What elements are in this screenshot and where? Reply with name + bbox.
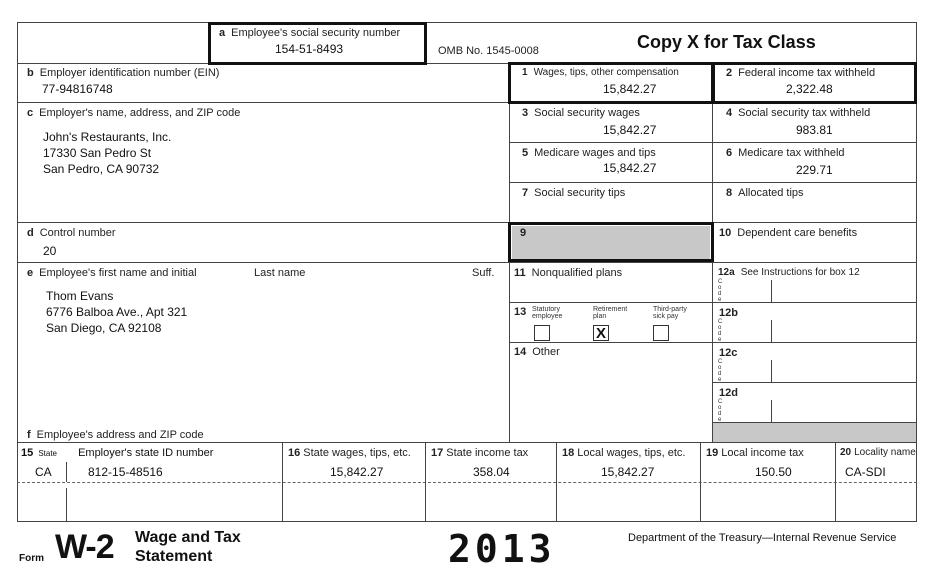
box12c-code-label: C o d e: [718, 359, 723, 383]
box12d-shade: [713, 423, 916, 442]
employer-line-1: John's Restaurants, Inc.: [43, 130, 172, 144]
box4-label: 4 Social security tax withheld: [726, 107, 871, 119]
employee-name-label: e Employee's first name and initial: [27, 267, 197, 279]
retirement-plan-checkbox[interactable]: X: [593, 325, 609, 341]
employee-line-3: San Diego, CA 92108: [46, 321, 162, 335]
department-text: Department of the Treasury—Internal Revenue Service: [628, 532, 897, 544]
third-party-sick-pay-checkbox[interactable]: [653, 325, 669, 341]
employee-last-name-label: Last name: [254, 267, 306, 279]
box14-label: 14 Other: [514, 346, 560, 358]
ein-label: b Employer identification number (EIN): [27, 67, 220, 79]
ssn-value: 154-51-8493: [275, 42, 344, 56]
box11-label: 11 Nonqualified plans: [514, 267, 623, 279]
tax-year: 2013: [448, 527, 556, 571]
box12d-code-label: C o d e: [718, 399, 723, 423]
state-value: CA: [35, 465, 52, 479]
box7-label: 7 Social security tips: [522, 187, 626, 199]
box9-shade: [512, 226, 710, 259]
third-party-sick-pay-label: Third-party sick pay: [653, 306, 687, 320]
box2-label: 2 Federal income tax withheld: [726, 67, 876, 79]
box19-value: 150.50: [755, 465, 792, 479]
box3-value: 15,842.27: [603, 123, 657, 137]
box15-label: 15 State Employer's state ID number: [21, 447, 214, 459]
box6-value: 229.71: [796, 163, 833, 177]
employee-line-2: 6776 Balboa Ave., Apt 321: [46, 305, 188, 319]
employer-line-3: San Pedro, CA 90732: [43, 162, 160, 176]
employee-suffix-label: Suff.: [472, 267, 495, 279]
box12a-label: 12a See Instructions for box 12: [718, 267, 860, 278]
box1-label: 1 Wages, tips, other compensation: [522, 67, 679, 78]
box16-value: 15,842.27: [330, 465, 384, 479]
statement-title-line1: Wage and Tax: [135, 529, 241, 546]
box12d-label: 12d: [719, 387, 738, 399]
box9-label: 9: [520, 227, 527, 239]
ein-value: 77-94816748: [42, 82, 113, 96]
state-id-value: 812-15-48516: [88, 465, 163, 479]
box12b-code-label: C o d e: [718, 319, 723, 343]
box18-label: 18 Local wages, tips, etc.: [562, 447, 686, 459]
box12a-code-label: C o d e: [718, 279, 723, 303]
box20-value: CA-SDI: [845, 465, 886, 479]
box10-label: 10 Dependent care benefits: [719, 227, 858, 239]
ssn-label: a Employee's social security number: [219, 27, 401, 39]
box3-label: 3 Social security wages: [522, 107, 640, 119]
statutory-employee-label: Statutory employee: [532, 306, 563, 320]
statutory-employee-checkbox[interactable]: [534, 325, 550, 341]
box13-label: 13: [514, 306, 527, 318]
w2-title: W-2: [55, 528, 114, 566]
copy-title: Copy X for Tax Class: [637, 32, 816, 52]
box5-value: 15,842.27: [603, 161, 657, 175]
box17-value: 358.04: [473, 465, 510, 479]
box4-value: 983.81: [796, 123, 833, 137]
form-word: Form: [19, 553, 44, 564]
box1-value: 15,842.27: [603, 82, 657, 96]
control-number-value: 20: [43, 244, 57, 258]
statement-title-line2: Statement: [135, 548, 213, 565]
box19-label: 19 Local income tax: [706, 447, 804, 459]
box5-label: 5 Medicare wages and tips: [522, 147, 656, 159]
box12c-label: 12c: [719, 347, 738, 359]
omb-number: OMB No. 1545-0008: [438, 45, 539, 57]
box18-value: 15,842.27: [601, 465, 655, 479]
box17-label: 17 State income tax: [431, 447, 529, 459]
box6-label: 6 Medicare tax withheld: [726, 147, 845, 159]
employee-line-1: Thom Evans: [46, 289, 114, 303]
box8-label: 8 Allocated tips: [726, 187, 804, 199]
employer-line-2: 17330 San Pedro St: [43, 146, 152, 160]
box2-value: 2,322.48: [786, 82, 833, 96]
employee-address-label: f Employee's address and ZIP code: [27, 429, 204, 441]
retirement-plan-label: Retirement plan: [593, 306, 628, 320]
box16-label: 16 State wages, tips, etc.: [288, 447, 411, 459]
box20-label: 20 Locality name: [840, 447, 916, 458]
employer-name-label: c Employer's name, address, and ZIP code: [27, 107, 241, 119]
box12b-label: 12b: [719, 307, 738, 319]
control-number-label: d Control number: [27, 227, 116, 239]
